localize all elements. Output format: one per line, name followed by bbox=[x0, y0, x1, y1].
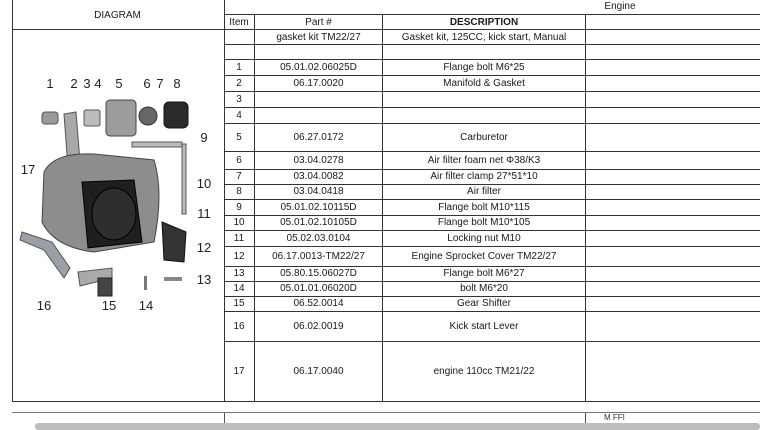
row-11-part: 05.02.03.0104 bbox=[286, 232, 351, 244]
row-2-part: 06.17.0020 bbox=[293, 77, 344, 89]
row-12-item: 12 bbox=[233, 250, 245, 262]
callout-17: 17 bbox=[20, 162, 36, 177]
engine-illustration bbox=[20, 100, 188, 296]
row-9-item: 9 bbox=[236, 201, 242, 213]
kit-description: Gasket kit, 125CC, kick start, Manual bbox=[401, 31, 567, 43]
callout-1: 1 bbox=[46, 76, 54, 91]
callout-15: 15 bbox=[101, 298, 117, 313]
row-8-item: 8 bbox=[236, 186, 242, 197]
bottom-divider bbox=[12, 412, 760, 413]
row-2-description: Manifold & Gasket bbox=[443, 77, 525, 89]
callout-11: 11 bbox=[197, 206, 211, 221]
callout-3: 3 bbox=[83, 76, 91, 91]
row-12-part: 06.17.0013-TM22/27 bbox=[272, 250, 365, 262]
row-15-part: 06.52.0014 bbox=[293, 298, 344, 309]
row-1-part: 05.01.02.06025D bbox=[280, 61, 357, 73]
callout-4: 4 bbox=[94, 76, 102, 91]
row-16-item: 16 bbox=[233, 320, 245, 332]
row-1-description: Flange bolt M6*25 bbox=[443, 61, 525, 73]
row-11-item: 11 bbox=[233, 232, 245, 244]
row-14-item: 14 bbox=[233, 283, 245, 294]
row-12-description: Engine Sprocket Cover TM22/27 bbox=[411, 250, 557, 262]
row-6-part: 03.04.0278 bbox=[293, 154, 344, 166]
row-6-item: 6 bbox=[236, 154, 242, 166]
engine-exploded-diagram bbox=[14, 72, 219, 317]
row-5-item: 5 bbox=[236, 131, 242, 143]
row-5-part: 06.27.0172 bbox=[293, 131, 344, 143]
bottom-tick-2 bbox=[585, 413, 586, 423]
table-rule-v bbox=[585, 14, 586, 402]
row-4-description bbox=[383, 107, 585, 123]
row-5-description: Carburetor bbox=[460, 131, 508, 143]
row-10-part: 05.01.02.10105D bbox=[280, 217, 357, 228]
row-7-description: Air filter clamp 27*51*10 bbox=[430, 171, 538, 182]
row-8-description: Air filter bbox=[467, 186, 501, 197]
diagram-label: DIAGRAM bbox=[94, 9, 141, 21]
horizontal-scrollbar[interactable] bbox=[35, 423, 760, 430]
row-16-description: Kick start Lever bbox=[449, 320, 519, 332]
callout-16: 16 bbox=[36, 298, 52, 313]
row-1-item: 1 bbox=[236, 61, 242, 73]
row-15-item: 15 bbox=[233, 298, 245, 309]
row-13-part: 05.80.15.06027D bbox=[280, 268, 357, 279]
kit-part-number: gasket kit TM22/27 bbox=[276, 31, 361, 43]
row-11-description: Locking nut M10 bbox=[447, 232, 521, 244]
row-7-part: 03.04.0082 bbox=[293, 171, 344, 182]
row-14-part: 05.01.01.06020D bbox=[280, 283, 357, 294]
row-15-description: Gear Shifter bbox=[457, 298, 511, 309]
row-9-part: 05.01.02.10115D bbox=[280, 201, 357, 213]
row-2-item: 2 bbox=[236, 77, 242, 89]
row-3-description bbox=[383, 91, 585, 107]
partial-next-row-text: M FFI bbox=[604, 413, 625, 422]
row-3-part bbox=[255, 91, 382, 107]
callout-14: 14 bbox=[138, 298, 154, 313]
row-10-description: Flange bolt M10*105 bbox=[437, 217, 531, 228]
callout-6: 6 bbox=[143, 76, 151, 91]
callout-13: 13 bbox=[196, 272, 212, 287]
column-header-part: Part # bbox=[305, 16, 332, 28]
callout-8: 8 bbox=[173, 76, 181, 91]
callout-7: 7 bbox=[156, 76, 164, 91]
callout-2: 2 bbox=[70, 76, 78, 91]
row-17-part: 06.17.0040 bbox=[293, 366, 344, 377]
row-7-item: 7 bbox=[236, 171, 242, 182]
column-header-description: DESCRIPTION bbox=[449, 16, 519, 28]
callout-5: 5 bbox=[115, 76, 123, 91]
row-3-item: 3 bbox=[236, 93, 242, 105]
row-6-description: Air filter foam net Φ38/K3 bbox=[427, 154, 541, 166]
row-8-part: 03.04.0418 bbox=[293, 186, 344, 197]
row-13-description: Flange bolt M6*27 bbox=[443, 268, 525, 279]
row-4-item: 4 bbox=[236, 109, 242, 121]
callout-10: 10 bbox=[196, 176, 212, 191]
callout-9: 9 bbox=[200, 130, 208, 145]
engine-title: Engine bbox=[604, 0, 636, 12]
row-14-description: bolt M6*20 bbox=[460, 283, 508, 294]
column-header-item: Item bbox=[229, 16, 249, 28]
row-4-part bbox=[255, 107, 382, 123]
row-9-description: Flange bolt M10*115 bbox=[438, 201, 530, 213]
callout-12: 12 bbox=[196, 240, 212, 255]
bottom-tick-1 bbox=[224, 413, 225, 423]
row-17-item: 17 bbox=[233, 366, 245, 377]
table-rule-h bbox=[224, 44, 760, 45]
row-17-description: engine 110cc TM21/22 bbox=[433, 366, 535, 377]
row-13-item: 13 bbox=[233, 268, 245, 279]
row-16-part: 06.02.0019 bbox=[293, 320, 344, 332]
row-10-item: 10 bbox=[233, 217, 245, 228]
